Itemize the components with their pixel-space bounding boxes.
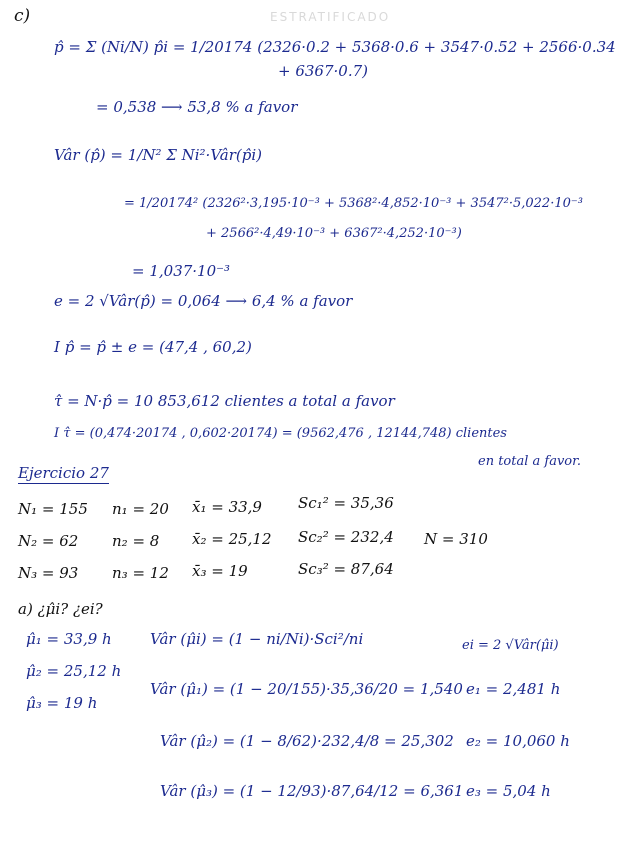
row-1-n: n₁ = 20	[112, 500, 169, 518]
variance-formula: Vâr (p̂) = 1/N² Σ Ni²·Vâr(p̂i)	[54, 146, 263, 164]
tau-hat-line: τ̂ = N·p̂ = 10 853,612 clientes a total a favor	[54, 392, 395, 410]
row-3-variance: Sc₃² = 87,64	[298, 560, 394, 578]
p-hat-formula-cont: + 6367·0.7)	[278, 62, 368, 80]
row-2-variance: Sc₂² = 232,4	[298, 528, 394, 546]
error-2: e₂ = 10,060 h	[466, 732, 570, 750]
variance-mu-1: Vâr (μ̂₁) = (1 − 20/155)·35,36/20 = 1,540	[150, 680, 463, 698]
variance-value: = 1,037·10⁻³	[132, 262, 231, 280]
part-a-question: a) ¿μ̂i? ¿ei?	[18, 600, 103, 618]
row-1-variance: Sc₁² = 35,36	[298, 494, 394, 512]
variance-general: Vâr (μ̂i) = (1 − ni/Ni)·Sci²/ni	[150, 630, 364, 648]
variance-expansion-1: = 1/20174² (2326²·3,195·10⁻³ + 5368²·4,852·10⁻³ + 3547²·5,022·10⁻³	[124, 196, 583, 211]
row-1-N: N₁ = 155	[18, 500, 88, 518]
row-3-n: n₃ = 12	[112, 564, 169, 582]
row-1-mean: x̄₁ = 33,9	[192, 498, 262, 516]
variance-mu-2: Vâr (μ̂₂) = (1 − 8/62)·232,4/8 = 25,302	[160, 732, 454, 750]
mu-hat-3: μ̂₃ = 19 h	[26, 694, 98, 712]
error-general: ei = 2 √Vâr(μ̂i)	[462, 638, 559, 653]
row-2-mean: x̄₂ = 25,12	[192, 530, 272, 548]
error-3: e₃ = 5,04 h	[466, 782, 551, 800]
error-line: e = 2 √Vâr(p̂) = 0,064 ⟶ 6,4 % a favor	[54, 292, 353, 310]
mu-hat-2: μ̂₂ = 25,12 h	[26, 662, 122, 680]
interval-tau-hat: I τ̂ = (0,474·20174 , 0,602·20174) = (9562,476 , 12144,748) clientes	[54, 426, 507, 441]
row-3-N: N₃ = 93	[18, 564, 79, 582]
error-1: e₁ = 2,481 h	[466, 680, 561, 698]
faint-header-watermark: ESTRATIFICADO	[270, 10, 391, 24]
exercise-title: Ejercicio 27	[18, 464, 109, 482]
row-2-N: N₂ = 62	[18, 532, 79, 550]
variance-expansion-2: + 2566²·4,49·10⁻³ + 6367²·4,252·10⁻³)	[206, 226, 462, 241]
population-total: N = 310	[424, 530, 488, 548]
mu-hat-1: μ̂₁ = 33,9 h	[26, 630, 112, 648]
interval-p-hat: I p̂ = p̂ ± e = (47,4 , 60,2)	[54, 338, 252, 356]
section-label: c)	[14, 6, 31, 26]
p-hat-formula: p̂ = Σ (Ni/N) p̂i = 1/20174 (2326·0.2 + 5368·0.6 + 3547·0.52 + 2566·0.34	[54, 38, 616, 56]
row-3-mean: x̄₃ = 19	[192, 562, 248, 580]
row-2-n: n₂ = 8	[112, 532, 160, 550]
variance-mu-3: Vâr (μ̂₃) = (1 − 12/93)·87,64/12 = 6,361	[160, 782, 464, 800]
p-hat-value: = 0,538 ⟶ 53,8 % a favor	[96, 98, 298, 116]
interval-tau-hat-cont: en total a favor.	[478, 454, 582, 469]
